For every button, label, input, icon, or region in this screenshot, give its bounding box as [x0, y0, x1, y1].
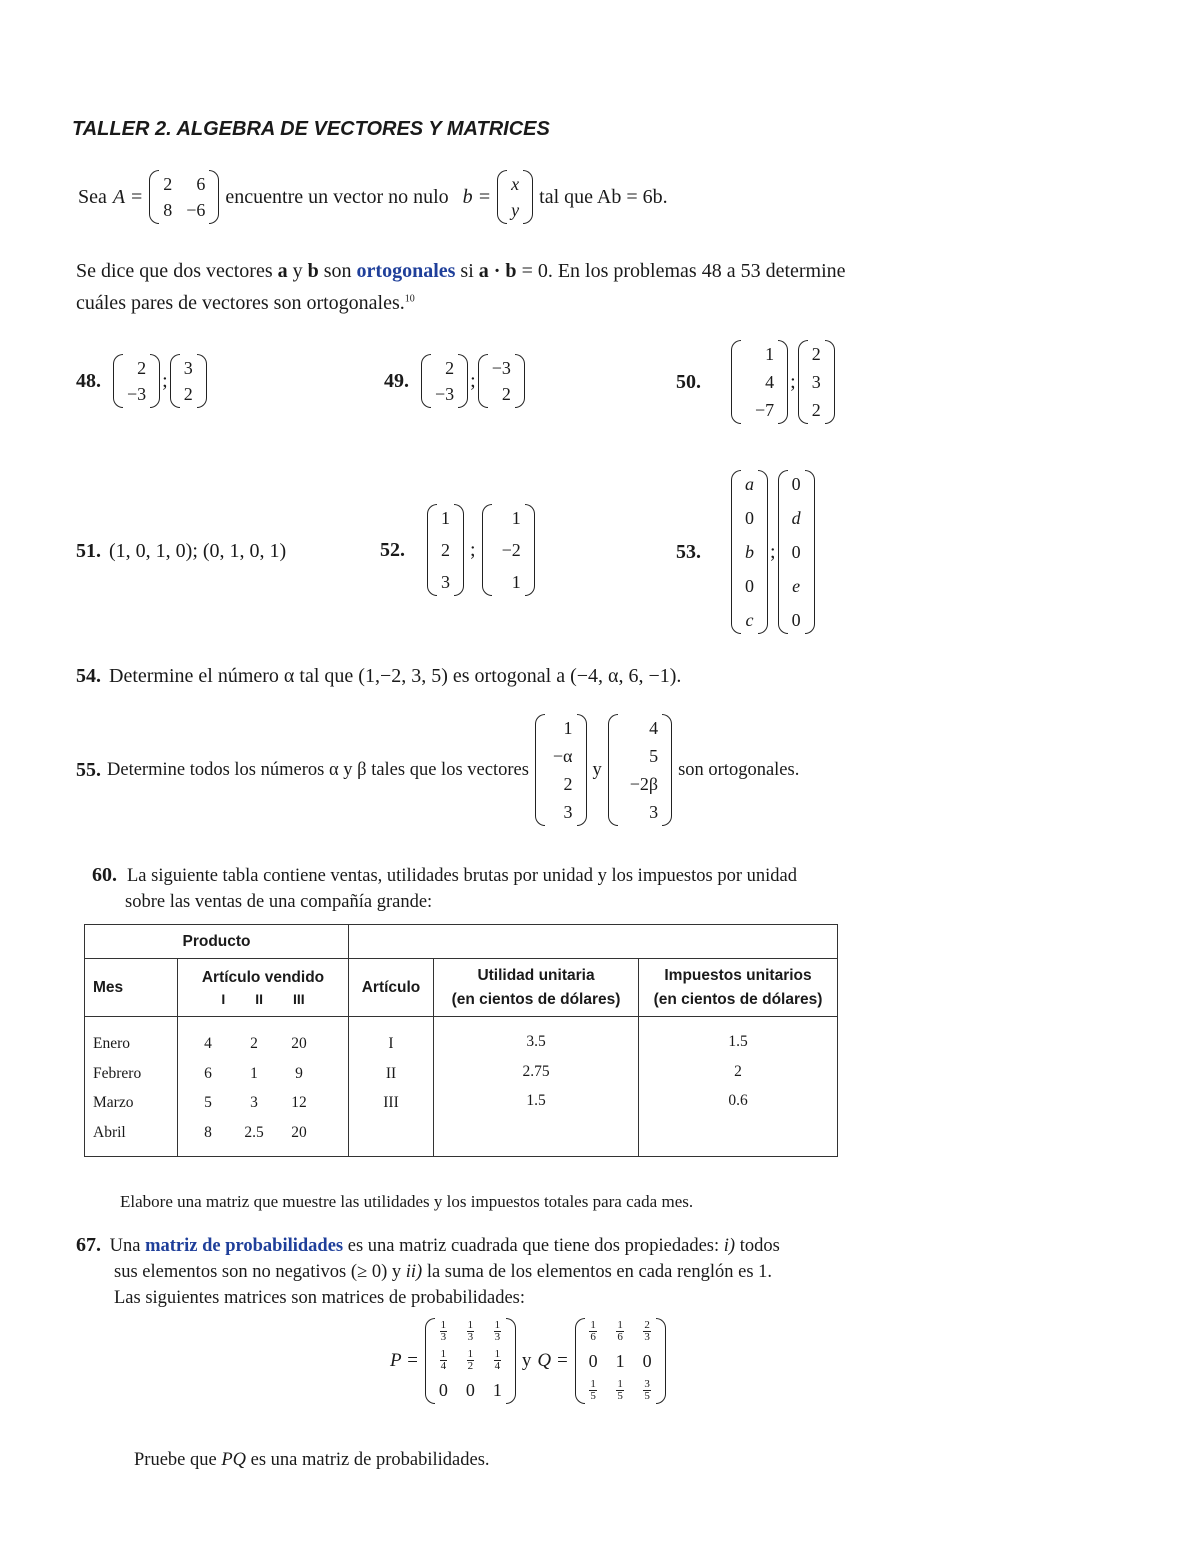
table-cell-article: II — [385, 1064, 397, 1082]
frac-num: 1 — [590, 1319, 596, 1331]
vector-b — [497, 170, 533, 224]
problem-number: 52. — [380, 538, 405, 561]
table-cell-sold: 1 — [250, 1064, 258, 1082]
matrix-q-cell: 1 — [615, 1351, 625, 1371]
p67-roman-i: i) — [723, 1236, 736, 1256]
problem-67-line3: Las siguientes matrices son matrices de probabilidades: — [114, 1288, 525, 1308]
def-term-ortogonales: ortogonales — [356, 260, 456, 282]
matrix-q-cell — [643, 1320, 652, 1343]
table-header-utilidad — [434, 959, 639, 1017]
frac-den: 2 — [467, 1360, 474, 1372]
frac-num: 1 — [467, 1319, 474, 1331]
problem-52 — [380, 504, 535, 596]
problem-number: 49. — [384, 369, 409, 392]
table-column-sold — [178, 1017, 349, 1157]
table-cell-sold: 8 — [204, 1123, 212, 1141]
vector-cell: −3 — [127, 384, 147, 404]
vector-cell: 1 — [511, 508, 521, 528]
vector — [731, 340, 788, 424]
frac-num: 3 — [644, 1378, 650, 1390]
frac-den: 3 — [644, 1331, 650, 1343]
matrix-p-cell: 1 — [492, 1380, 502, 1400]
table-cell-article: I — [388, 1035, 394, 1052]
frac-den: 4 — [494, 1360, 501, 1372]
vector — [113, 354, 160, 408]
utilidad-label: Utilidad unitaria — [477, 966, 595, 984]
matrix-a — [149, 170, 219, 224]
p67-text: la suma de los elementos en cada renglón es 1. — [426, 1262, 773, 1282]
vector-cell: 3 — [811, 372, 821, 392]
p67-roman-ii: ii) — [405, 1262, 423, 1282]
def-text: Se dice que dos vectores — [76, 260, 273, 282]
roman-numeral: II — [255, 990, 263, 1007]
frac-den: 3 — [440, 1331, 447, 1343]
frac-den: 6 — [617, 1331, 623, 1343]
vector — [478, 354, 525, 408]
p67-text: todos — [739, 1236, 780, 1256]
problem-text-end: son ortogonales. — [678, 759, 800, 780]
problem-60-line1 — [92, 864, 797, 887]
matrix-p-cell — [493, 1320, 502, 1343]
problem-text: Determine todos los números α y β tales que los vectores — [107, 759, 529, 780]
table-cell-sold: 12 — [291, 1094, 307, 1111]
vector-cell: −7 — [755, 400, 775, 420]
vector-cell: 2 — [811, 400, 821, 420]
intro-text-mid: encuentre un vector no nulo — [225, 185, 449, 208]
matrix-q-cell: 0 — [588, 1351, 598, 1371]
table-cell-impuestos: 2 — [734, 1062, 742, 1080]
vector-cell: 2 — [811, 344, 821, 364]
table-cell-sold: 3 — [250, 1094, 258, 1111]
impuestos-label: Impuestos unitarios — [664, 966, 812, 984]
footnote-marker: 10 — [404, 293, 415, 305]
def-text-son: son — [323, 260, 352, 282]
matrices-connector-y: y — [521, 1350, 532, 1371]
vector-cell: 5 — [649, 746, 659, 766]
frac-num: 1 — [494, 1319, 501, 1331]
table-cell-month: Marzo — [93, 1094, 134, 1111]
def-text-y: y — [292, 260, 303, 282]
ortho-definition-line2 — [76, 292, 415, 315]
matrix-q-cell — [589, 1320, 598, 1343]
table-cell-article: III — [383, 1094, 399, 1111]
matrix-q-cell — [616, 1379, 625, 1402]
problem-text: (1, 0, 1, 0); (0, 1, 0, 1) — [109, 540, 287, 562]
separator: ; — [470, 369, 476, 392]
table-cell-sold: 9 — [295, 1064, 303, 1082]
problem-49 — [384, 354, 525, 408]
problem-48 — [76, 354, 207, 408]
vector-cell: 0 — [791, 610, 801, 630]
table-cell-sold: 5 — [204, 1094, 212, 1111]
vector-cell: 1 — [441, 508, 450, 528]
p67-closing-text: Pruebe que — [134, 1450, 217, 1470]
table-column-articles — [349, 1017, 434, 1157]
vector — [482, 504, 535, 596]
problem-55 — [76, 714, 799, 826]
problem-53 — [676, 470, 815, 634]
vector — [421, 354, 468, 408]
vector-cell: 2 — [445, 358, 455, 378]
vector-cell: c — [745, 610, 754, 630]
vector-cell: 0 — [745, 576, 754, 596]
problem-number: 60. — [92, 864, 117, 886]
matrix-a-cell: 8 — [163, 200, 173, 220]
table-column-utilidad — [434, 1017, 639, 1157]
table-cell-sold: 4 — [204, 1035, 212, 1052]
def-text-si: si — [460, 260, 474, 282]
problem-number: 50. — [676, 370, 701, 393]
frac-num: 1 — [494, 1348, 501, 1360]
table-cell-month: Enero — [93, 1035, 131, 1052]
frac-num: 1 — [440, 1348, 447, 1360]
table-header-producto: Producto — [85, 925, 349, 959]
ortho-definition-line1 — [76, 260, 846, 283]
problem-67-closing — [134, 1450, 490, 1471]
problem-number: 53. — [676, 540, 701, 563]
table-cell-sold: 6 — [204, 1064, 212, 1082]
frac-den: 3 — [467, 1331, 474, 1343]
table-header-impuestos — [639, 959, 838, 1017]
table-cell-utilidad: 3.5 — [526, 1033, 546, 1050]
vector-cell: 0 — [791, 542, 801, 562]
def-vector-a: a — [277, 260, 288, 282]
vector — [798, 340, 835, 424]
vector-cell: 3 — [649, 802, 659, 822]
vector — [608, 714, 672, 826]
utilidad-units: (en cientos de dólares) — [451, 990, 621, 1008]
table-cell-month: Abril — [93, 1123, 126, 1141]
problem-number: 48. — [76, 369, 101, 392]
table-cell-utilidad: 1.5 — [526, 1092, 546, 1109]
vector-cell: b — [745, 542, 754, 562]
vector — [778, 470, 815, 634]
problem-number: 51. — [76, 540, 101, 562]
matrix-a-cell: −6 — [186, 200, 206, 220]
vector-cell: 1 — [563, 718, 573, 738]
probability-matrices — [390, 1318, 666, 1404]
vector-cell: −2β — [629, 774, 659, 794]
frac-num: 1 — [467, 1348, 474, 1360]
roman-numeral: III — [293, 990, 305, 1007]
frac-den: 4 — [440, 1360, 447, 1372]
separator: ; — [790, 370, 796, 393]
frac-den: 5 — [617, 1390, 623, 1402]
p67-closing-text: es una matriz de probabilidades. — [250, 1450, 490, 1470]
p67-text: es una matriz cuadrada que tiene dos propiedades: — [347, 1236, 720, 1256]
vector-b-cell: y — [511, 200, 520, 220]
vector-cell: 1 — [765, 344, 775, 364]
vector-b-cell: x — [511, 174, 520, 194]
matrix-q — [575, 1318, 666, 1404]
vector-cell: 2 — [137, 358, 147, 378]
vector-cell: 1 — [511, 572, 521, 592]
frac-num: 1 — [590, 1378, 596, 1390]
problem-51 — [76, 540, 286, 563]
vector-cell: e — [792, 576, 801, 596]
vector-cell: 4 — [765, 372, 775, 392]
table-cell-utilidad: 2.75 — [522, 1062, 550, 1080]
matrix-p-label: P = — [390, 1350, 419, 1371]
vector — [731, 470, 768, 634]
sales-table — [84, 924, 838, 1157]
matrix-p-cell — [493, 1349, 502, 1372]
def-text-end: = 0. En los problemas 48 a 53 determine — [521, 260, 846, 282]
table-header-blank — [639, 925, 838, 959]
table-header-blank — [349, 925, 434, 959]
frac-num: 1 — [617, 1319, 623, 1331]
table-cell-sold: 2 — [250, 1035, 258, 1052]
matrix-p-cell — [439, 1320, 448, 1343]
table-header-articulo: Artículo — [349, 959, 434, 1017]
intro-problem — [78, 170, 668, 224]
p67-text: Una — [109, 1236, 141, 1256]
page-title: TALLER 2. ALGEBRA DE VECTORES Y MATRICES — [72, 118, 550, 140]
problem-text: La siguiente tabla contiene ventas, utilidades brutas por unidad y los impuestos por unidad — [127, 866, 797, 886]
vector-cell: 3 — [563, 802, 573, 822]
frac-num: 2 — [644, 1319, 650, 1331]
problem-50 — [676, 340, 835, 424]
impuestos-units: (en cientos de dólares) — [653, 990, 823, 1008]
intro-text-end: tal que Ab = 6b. — [539, 185, 668, 208]
matrix-p-cell: 0 — [438, 1380, 448, 1400]
matrix-p-cell: 0 — [465, 1380, 475, 1400]
matrix-q-cell — [616, 1320, 625, 1343]
table-cell-impuestos: 0.6 — [728, 1092, 748, 1109]
table-cell-sold: 20 — [291, 1035, 307, 1052]
problem-number: 55. — [76, 758, 101, 781]
frac-den: 5 — [590, 1390, 596, 1402]
table-cell-impuestos: 1.5 — [728, 1033, 748, 1050]
problem-text-y: y — [592, 759, 602, 780]
separator: ; — [770, 540, 776, 563]
matrix-q-cell — [589, 1379, 598, 1402]
table-column-impuestos — [639, 1017, 838, 1157]
separator: ; — [162, 369, 168, 392]
matrix-a-cell: 2 — [163, 174, 173, 194]
problem-text: Determine el número α tal que (1,−2, 3, 5) es ortogonal a (−4, α, 6, −1). — [109, 665, 682, 687]
separator: ; — [470, 538, 476, 561]
matrix-p-cell — [439, 1349, 448, 1372]
def-dot-product: a · b — [478, 260, 517, 282]
matrix-p-cell — [466, 1349, 475, 1372]
matrix-q-label: Q = — [537, 1350, 569, 1371]
matrix-p-cell — [466, 1320, 475, 1343]
vector-cell: 2 — [441, 540, 450, 560]
problem-67-line1 — [76, 1234, 780, 1257]
def-line2-text: cuáles pares de vectores son ortogonales. — [76, 292, 405, 314]
intro-sea: Sea — [78, 185, 107, 208]
vector-cell: 3 — [183, 358, 193, 378]
vector-cell: 4 — [649, 718, 659, 738]
table-cell-month: Febrero — [93, 1064, 142, 1082]
vector-cell: d — [791, 508, 801, 528]
problem-54 — [76, 665, 681, 688]
matrix-a-label: A = — [112, 185, 144, 208]
p67-term: matriz de probabilidades — [145, 1236, 344, 1256]
frac-den: 3 — [494, 1331, 501, 1343]
problem-60-line2: sobre las ventas de una compañía grande: — [125, 892, 433, 912]
matrix-p — [425, 1318, 516, 1404]
vector-cell: −α — [552, 746, 573, 766]
vector-cell: −2 — [501, 540, 521, 560]
table-header-mes: Mes — [85, 959, 178, 1017]
problem-60-instruction: Elabore una matriz que muestre las utilidades y los impuestos totales para cada mes. — [120, 1192, 694, 1211]
matrix-a-cell: 6 — [196, 174, 206, 194]
vector-cell: 2 — [183, 384, 193, 404]
frac-num: 1 — [440, 1319, 447, 1331]
vector-b-label: b = — [462, 185, 492, 208]
vector-cell: −3 — [491, 358, 511, 378]
p67-text: sus elementos son no negativos (≥ 0) y — [114, 1262, 402, 1282]
vector-cell: 0 — [791, 474, 801, 494]
problem-number: 54. — [76, 665, 101, 687]
problem-number: 67. — [76, 1234, 101, 1256]
vector-cell: a — [745, 474, 754, 494]
table-header-articulo-vendido — [178, 959, 349, 1017]
vector-cell: −3 — [435, 384, 455, 404]
vector-cell: 2 — [563, 774, 573, 794]
table-cell-sold: 2.5 — [244, 1123, 264, 1141]
matrix-q-cell — [643, 1379, 652, 1402]
matrix-q-cell: 0 — [642, 1351, 652, 1371]
problem-67-line2 — [114, 1262, 772, 1283]
frac-num: 1 — [617, 1378, 623, 1390]
p67-closing-pq: PQ — [221, 1450, 247, 1470]
articulo-vendido-label: Artículo vendido — [201, 968, 325, 986]
vector — [170, 354, 207, 408]
frac-den: 6 — [590, 1331, 596, 1343]
table-header-blank — [434, 925, 639, 959]
vector-cell: 2 — [501, 384, 511, 404]
def-vector-b: b — [307, 260, 319, 282]
table-column-months — [85, 1017, 178, 1157]
vector — [535, 714, 587, 826]
table-cell-sold: 20 — [291, 1123, 307, 1141]
roman-numeral: I — [221, 990, 226, 1007]
vector — [427, 504, 464, 596]
frac-den: 5 — [644, 1390, 650, 1402]
vector-cell: 0 — [745, 508, 754, 528]
vector-cell: 3 — [441, 572, 450, 592]
